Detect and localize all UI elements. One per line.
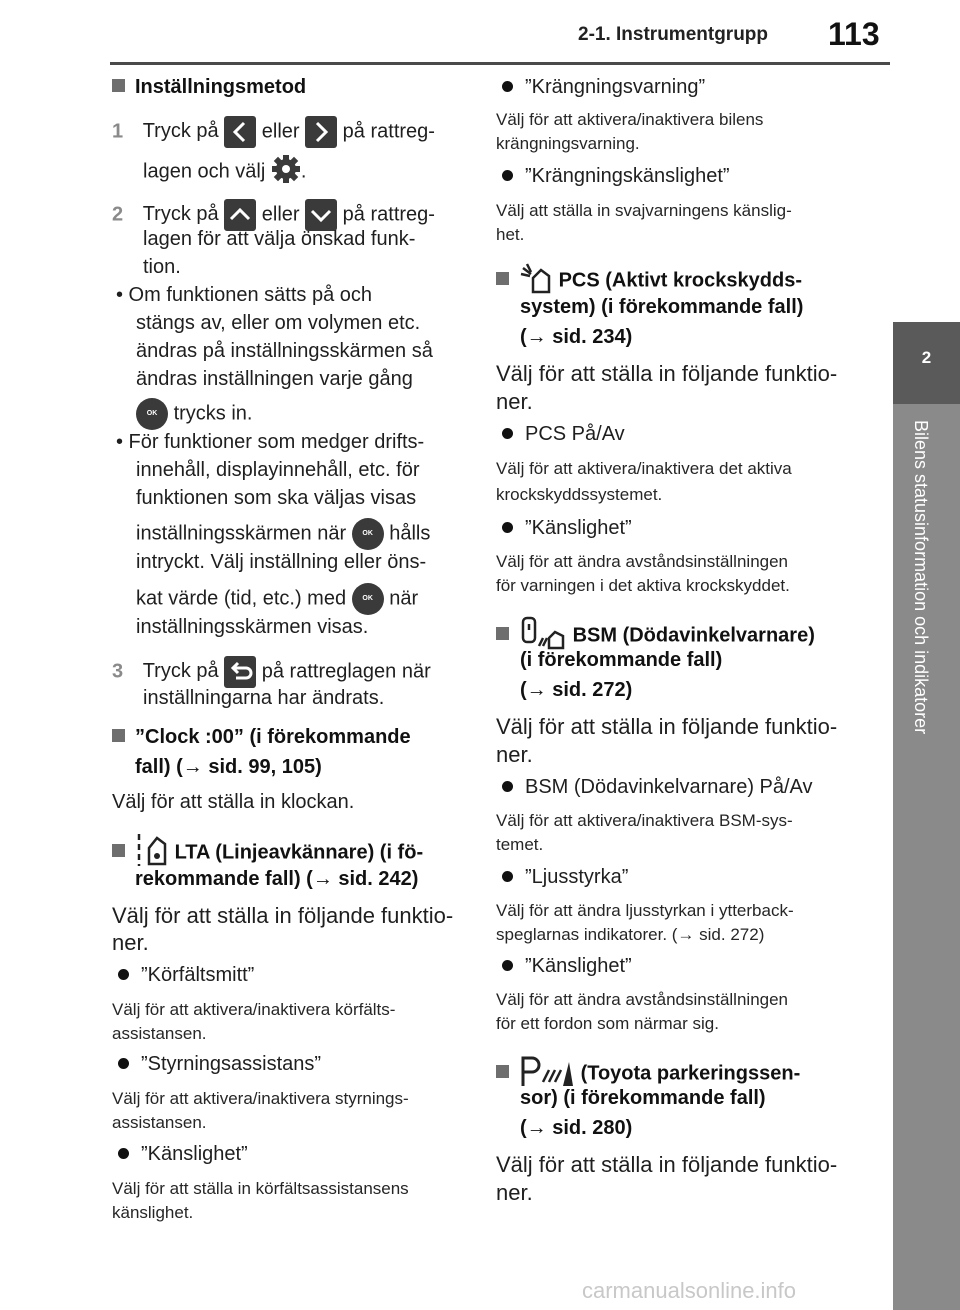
chevron-up-icon (224, 199, 256, 231)
chapter-number: 2 (921, 348, 932, 367)
chevron-down-icon (305, 199, 337, 231)
step-3: 3 Tryck på på rattreglagen när (112, 656, 431, 688)
bullet-1-line3: ändras på inställningsskärmen så (136, 340, 433, 362)
heading-bsm-line2: (i förekommande fall) (520, 649, 723, 671)
bullet-2-line3: funktionen som ska väljas visas (136, 487, 417, 509)
pcs-text-2: ner. (496, 389, 533, 414)
ok-button-icon: OK (352, 518, 384, 550)
option-desc: Välj för att aktivera/inaktivera bilens (496, 110, 764, 129)
bullet-dot-icon (502, 170, 513, 181)
option-pcs-pa-av: PCS På/Av (496, 423, 625, 446)
bullet-1-line4: ändras inställningen varje gång (136, 368, 413, 390)
step-1-cont: lagen och välj . (143, 154, 306, 190)
bullet-2-line1: • För funktioner som medger drifts- (116, 431, 425, 453)
heading-parking: (Toyota parkeringssen- (496, 1054, 800, 1094)
bullet-dot-icon (502, 522, 513, 533)
heading-square-icon (112, 844, 125, 857)
heading-clock: ”Clock :00” (i förekommande (112, 726, 411, 749)
watermark: carmanualsonline.info (582, 1278, 797, 1303)
option-krangningskanslighet: ”Krängningskänslighet” (496, 165, 730, 188)
pcs-text-1: Välj för att ställa in följande funktio- (496, 361, 838, 386)
option-styrningsassistans: ”Styrningsassistans” (112, 1053, 321, 1076)
option-desc: för varningen i det aktiva krockskyddet. (496, 576, 790, 595)
lta-text-2: ner. (112, 930, 149, 955)
chapter-title: Bilens statusinformation och indikatorer (911, 420, 931, 735)
heading-pcs-line2: system) (i förekommande fall) (520, 296, 804, 318)
pcs-icon (519, 262, 553, 300)
option-bsm-kanslighet: ”Känslighet” (496, 955, 632, 978)
bsm-text-1: Välj för att ställa in följande funktio- (496, 714, 838, 739)
option-desc: Välj för att aktivera/inaktivera BSM-sys- (496, 811, 793, 830)
step-1: 1 Tryck på eller på rattreg- (112, 116, 435, 148)
parking-text-1: Välj för att ställa in följande funktio- (496, 1152, 838, 1177)
heading-parking-line2: sor) (i förekommande fall) (520, 1087, 766, 1109)
option-desc: för ett fordon som närmar sig. (496, 1014, 719, 1033)
bullet-2-line7: inställningsskärmen visas. (136, 616, 369, 638)
heading-clock-line2: fall) (→ sid. 99, 105) (135, 756, 322, 778)
heading-square-icon (496, 1065, 509, 1078)
option-desc: krängningsvarning. (496, 134, 640, 153)
option-desc: assistansen. (112, 1024, 207, 1043)
option-korfaltsmitt: ”Körfältsmitt” (112, 964, 254, 987)
page-number: 113 (828, 16, 880, 52)
step-2: 2 Tryck på eller på rattreg- (112, 199, 435, 231)
bullet-2-line6: kat värde (tid, etc.) med OK när (136, 583, 418, 615)
option-desc: Välj för att ställa in körfältsassistansens (112, 1179, 409, 1198)
heading-pcs: PCS (Aktivt krockskydds- (496, 262, 802, 300)
bullet-2-line2: innehåll, displayinnehåll, etc. för (136, 459, 420, 481)
option-desc: speglarnas indikatorer. (→ sid. 272) (496, 925, 765, 944)
option-desc: het. (496, 225, 525, 244)
section-title: 2-1. Instrumentgrupp (578, 24, 769, 45)
option-desc: känslighet. (112, 1203, 194, 1222)
bullet-1-line1: • Om funktionen sätts på och (116, 284, 373, 306)
option-desc: Välj för att ändra ljusstyrkan i ytterback- (496, 901, 794, 920)
option-desc: Välj för att aktivera/inaktivera det aktiva (496, 459, 792, 478)
bullet-2-line4: inställningsskärmen när OK hålls (136, 518, 430, 550)
bullet-dot-icon (502, 428, 513, 439)
option-desc: Välj för att aktivera/inaktivera körfälts- (112, 1000, 396, 1019)
bullet-2-line5: intryckt. Välj inställning eller öns- (136, 551, 427, 573)
gear-icon (271, 154, 301, 190)
heading-bsm-line3: (→ sid. 272) (520, 679, 633, 701)
step-2-line2: lagen för att välja önskad funk- (143, 228, 416, 250)
heading-square-icon (112, 729, 125, 742)
option-desc: temet. (496, 835, 544, 854)
bullet-dot-icon (118, 1058, 129, 1069)
bullet-dot-icon (118, 969, 129, 980)
lta-text-1: Välj för att ställa in följande funktio- (112, 903, 454, 928)
bullet-dot-icon (502, 960, 513, 971)
option-krangningsvarning: ”Krängningsvarning” (496, 76, 705, 99)
option-pcs-kanslighet: ”Känslighet” (496, 517, 632, 540)
bullet-dot-icon (502, 871, 513, 882)
back-arrow-icon (224, 656, 256, 688)
option-desc: Välj för att ändra avståndsinställningen (496, 990, 789, 1009)
heading-lta: LTA (Linjeavkännare) (i fö- (112, 832, 423, 874)
option-desc: Välj för att ändra avståndsinställningen (496, 552, 789, 571)
heading-square-icon (496, 272, 509, 285)
heading-square-icon (112, 79, 125, 92)
bullet-dot-icon (502, 781, 513, 792)
step-3-line2: inställningarna har ändrats. (143, 687, 385, 709)
option-desc: assistansen. (112, 1113, 207, 1132)
heading-square-icon (496, 627, 509, 640)
bullet-1-line5: OK trycks in. (136, 398, 252, 430)
heading-pcs-line3: (→ sid. 234) (520, 326, 633, 348)
option-desc: Välj för att aktivera/inaktivera styrnings- (112, 1089, 409, 1108)
option-ljusstyrka: ”Ljusstyrka” (496, 866, 628, 889)
header-rule (110, 62, 890, 65)
ok-button-icon: OK (352, 583, 384, 615)
option-desc: krockskyddssystemet. (496, 485, 663, 504)
heading-parking-line3: (→ sid. 280) (520, 1117, 633, 1139)
parking-text-2: ner. (496, 1180, 533, 1205)
chevron-right-icon (305, 116, 337, 148)
ok-button-icon: OK (136, 398, 168, 430)
heading-lta-line2: rekommande fall) (→ sid. 242) (135, 868, 419, 890)
option-bsm-pa-av: BSM (Dödavinkelvarnare) På/Av (496, 776, 813, 799)
option-desc: Välj att ställa in svajvarningens känslig- (496, 201, 792, 220)
step-2-line3: tion. (143, 256, 181, 278)
chevron-left-icon (224, 116, 256, 148)
option-kanslighet: ”Känslighet” (112, 1143, 248, 1166)
bullet-dot-icon (502, 81, 513, 92)
chapter-tab (893, 322, 960, 404)
bullet-dot-icon (118, 1148, 129, 1159)
bsm-text-2: ner. (496, 742, 533, 767)
bullet-1-line2: stängs av, eller om volymen etc. (136, 312, 421, 334)
heading-bsm: BSM (Dödavinkelvarnare) (496, 616, 815, 656)
heading-installningsmetod: Inställningsmetod (112, 76, 306, 99)
clock-text: Välj för att ställa in klockan. (112, 791, 355, 813)
